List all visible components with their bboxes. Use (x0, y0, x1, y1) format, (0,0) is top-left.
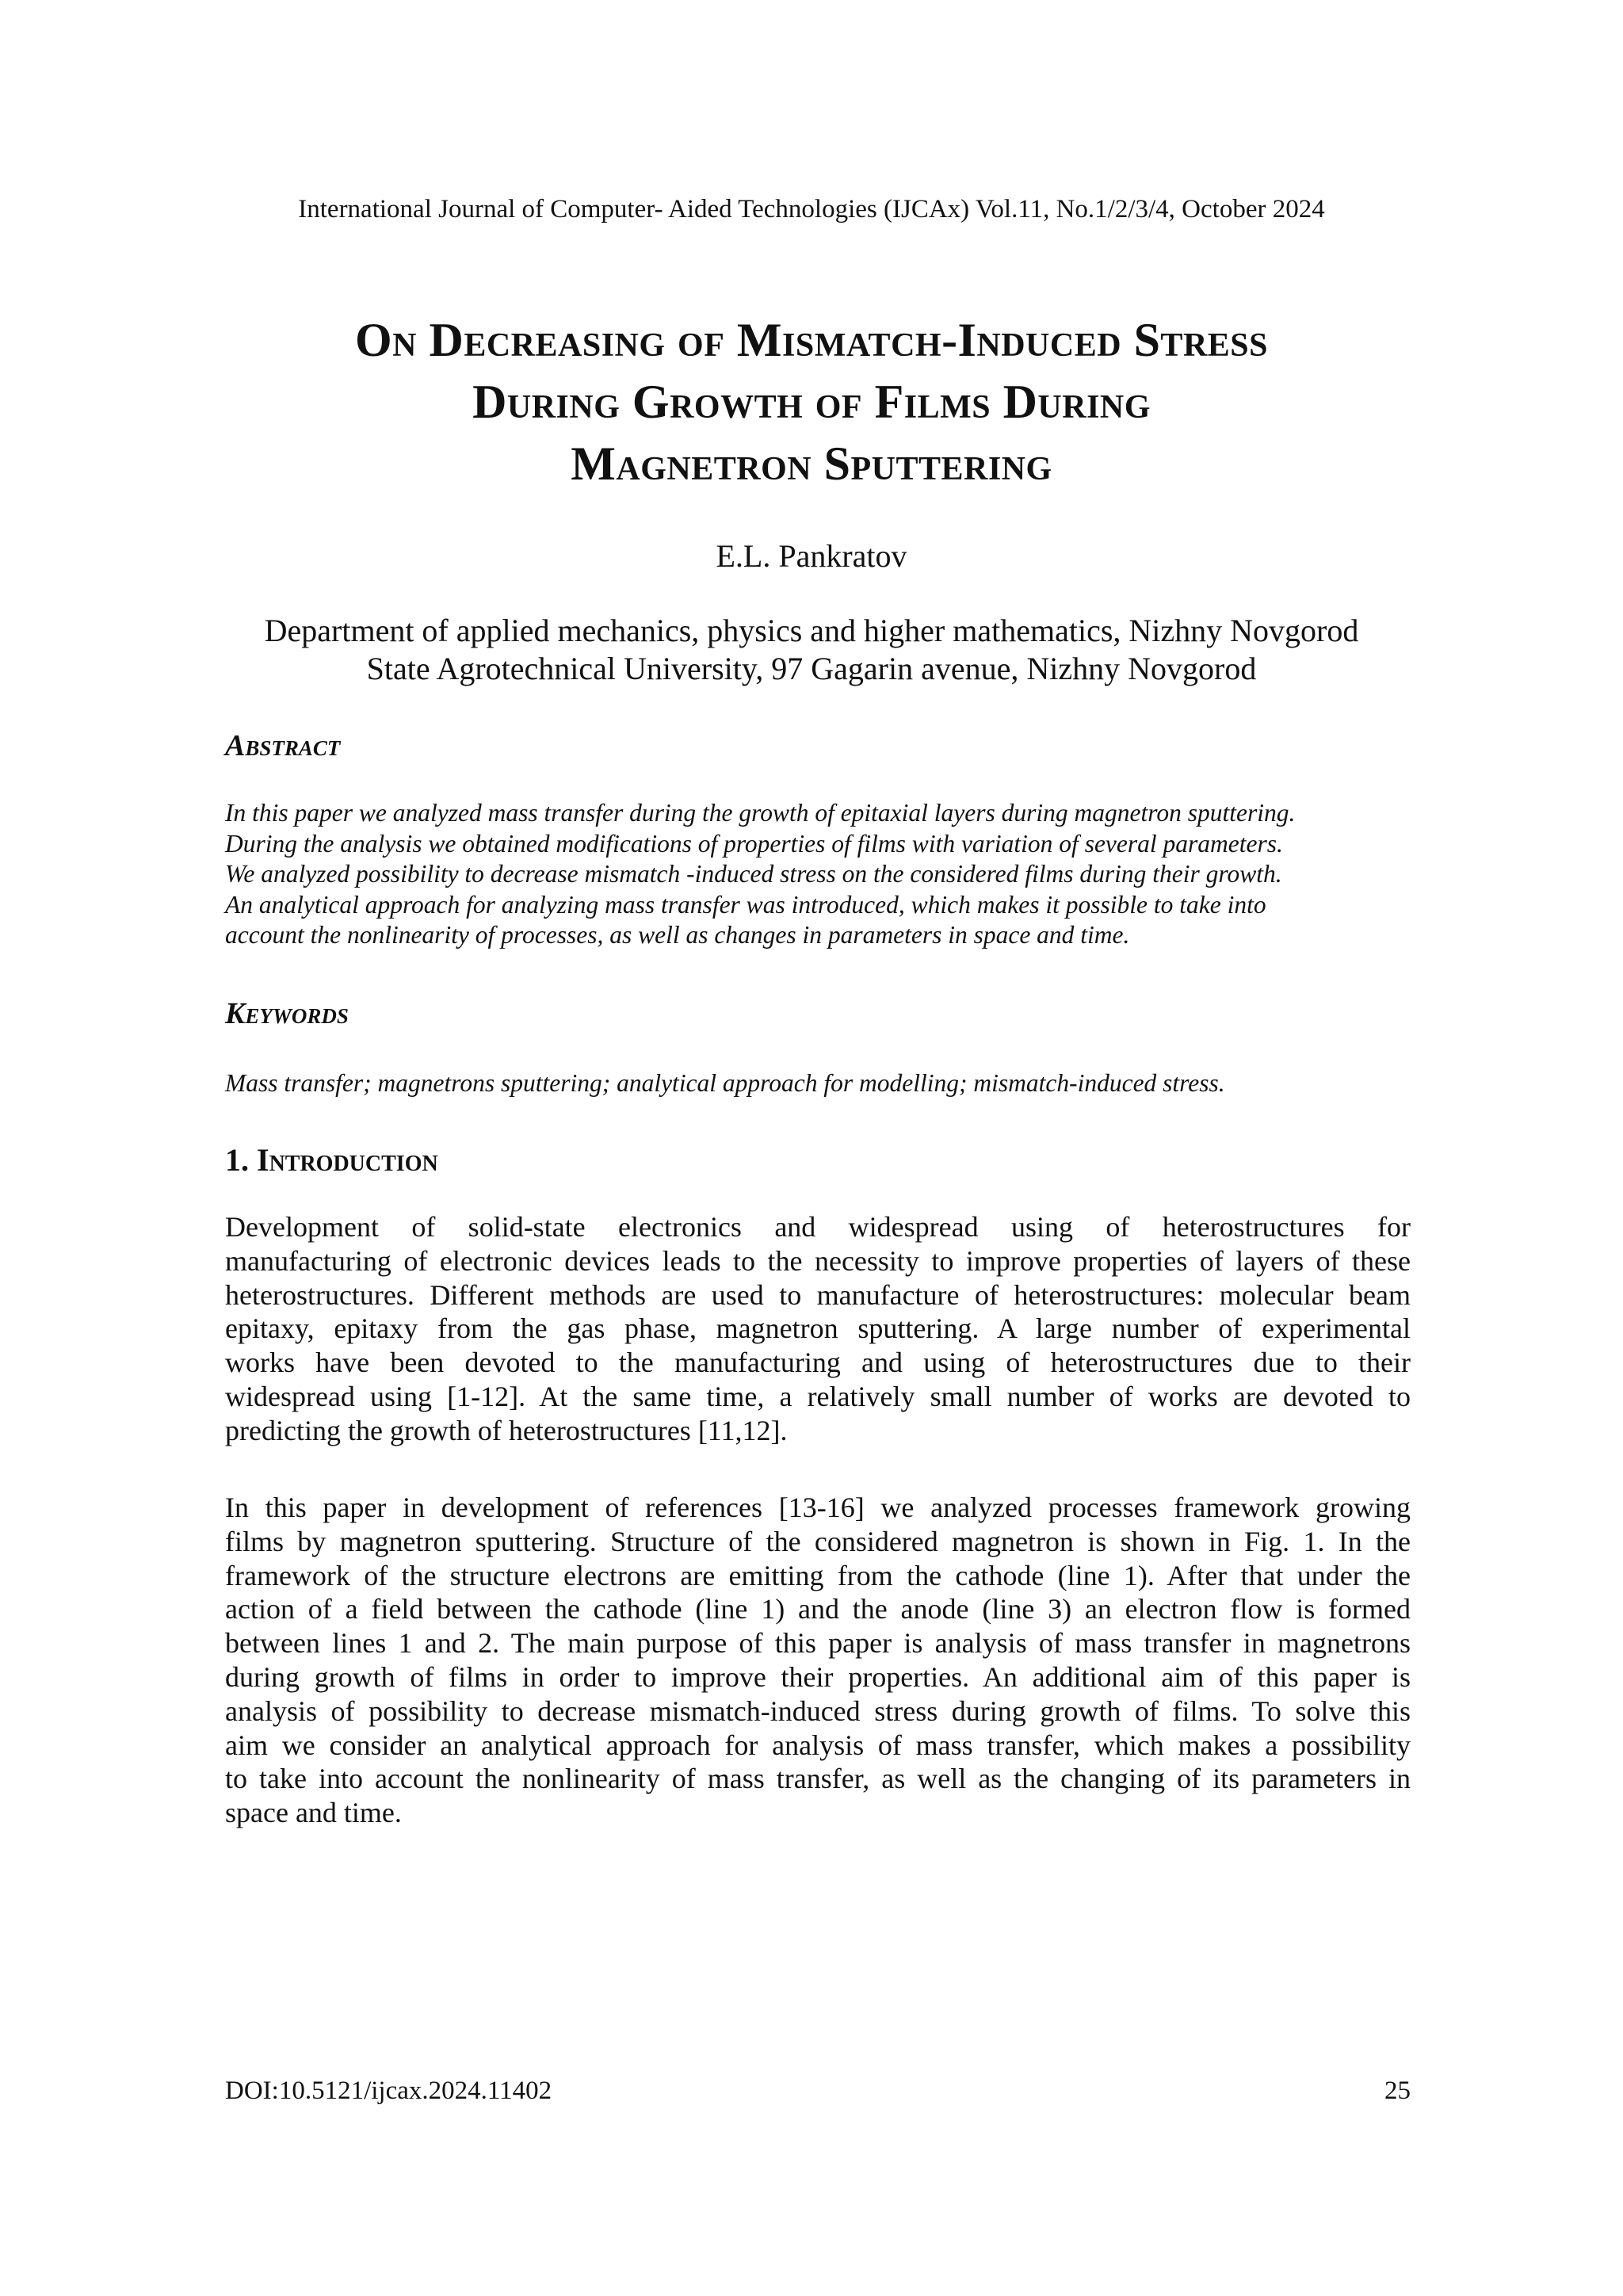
paragraph-line: framework of the structure electrons are emitting from the cathode (line 1). After that under the (225, 1559, 1411, 1591)
paragraph-line: epitaxy, epitaxy from the gas phase, magnetron sputtering. A large number of experimental (225, 1312, 1411, 1345)
introduction-paragraph-2 (225, 1491, 1411, 1830)
title-line-3: Magnetron Sputtering (571, 437, 1052, 490)
paragraph-line: Development of solid-state electronics and widespread using of heterostructures for (225, 1211, 1411, 1243)
abstract-heading: Abstract (225, 729, 341, 762)
doi-footer: DOI:10.5121/ijcax.2024.11402 (225, 2076, 552, 2105)
paragraph-line: In this paper in development of references [13-16] we analyzed processes framework growing (225, 1492, 1411, 1523)
introduction-heading: 1. Introduction (225, 1142, 438, 1178)
title-line-2: During Growth of Films During (472, 376, 1151, 428)
paragraph-line: manufacturing of electronic devices leads to the necessity to improve properties of layers of these (225, 1244, 1411, 1277)
abstract-line-2: During the analysis we obtained modifications of properties of films with variation of several parameters. (225, 829, 1283, 858)
abstract-line-3: We analyzed possibility to decrease mismatch -induced stress on the considered films during their growth. (225, 860, 1282, 888)
paragraph-line: predicting the growth of heterostructures [11,12]. (225, 1414, 788, 1446)
introduction-paragraph-1 (225, 1210, 1411, 1448)
affiliation (158, 612, 1465, 688)
paragraph-line: during growth of films in order to improve their properties. An additional aim of this paper is (225, 1660, 1411, 1693)
paragraph-line: action of a field between the cathode (line 1) and the anode (line 3) an electron flow is formed (225, 1593, 1411, 1626)
paragraph-line: space and time. (225, 1797, 402, 1829)
running-header: International Journal of Computer- Aided Technologies (IJCAx) Vol.11, No.1/2/3/4, October 2024 (298, 195, 1325, 223)
abstract-body (225, 798, 1411, 951)
title-line-1: On Decreasing of Mismatch-Induced Stress (354, 314, 1269, 366)
author-name: E.L. Pankratov (716, 538, 907, 574)
paragraph-line: works have been devoted to the manufacturing and using of heterostructures due to their (225, 1347, 1411, 1379)
paragraph-line: films by magnetron sputtering. Structure of the considered magnetron is shown in Fig. 1. In the (225, 1525, 1411, 1557)
affiliation-line-1: Department of applied mechanics, physics and higher mathematics, Nizhny Novgorod (264, 613, 1359, 648)
keywords-body: Mass transfer; magnetrons sputtering; analytical approach for modelling; mismatch-induced stress. (225, 1069, 1225, 1097)
abstract-line-4: An analytical approach for analyzing mass transfer was introduced, which makes it possible to take into (225, 890, 1266, 919)
page-number: 25 (1384, 2076, 1411, 2105)
paper-title (143, 309, 1480, 495)
paragraph-line: aim we consider an analytical approach for analysis of mass transfer, which makes a possibility (225, 1729, 1411, 1761)
abstract-line-5: account the nonlinearity of processes, as well as changes in parameters in space and time. (225, 921, 1130, 949)
paragraph-line: to take into account the nonlinearity of mass transfer, as well as the changing of its parameters in (225, 1763, 1411, 1795)
paragraph-line: widespread using [1-12]. At the same time, a relatively small number of works are devoted to (225, 1380, 1411, 1412)
paragraph-line: analysis of possibility to decrease mismatch-induced stress during growth of films. To solve this (225, 1694, 1411, 1727)
affiliation-line-2: State Agrotechnical University, 97 Gagarin avenue, Nizhny Novgorod (366, 651, 1257, 686)
keywords-heading: Keywords (225, 997, 349, 1030)
abstract-line-1: In this paper we analyzed mass transfer during the growth of epitaxial layers during magnetron sputtering. (225, 799, 1296, 827)
paragraph-line: heterostructures. Different methods are used to manufacture of heterostructures: molecular beam (225, 1278, 1411, 1311)
paragraph-line: between lines 1 and 2. The main purpose of this paper is analysis of mass transfer in magnetrons (225, 1627, 1411, 1660)
